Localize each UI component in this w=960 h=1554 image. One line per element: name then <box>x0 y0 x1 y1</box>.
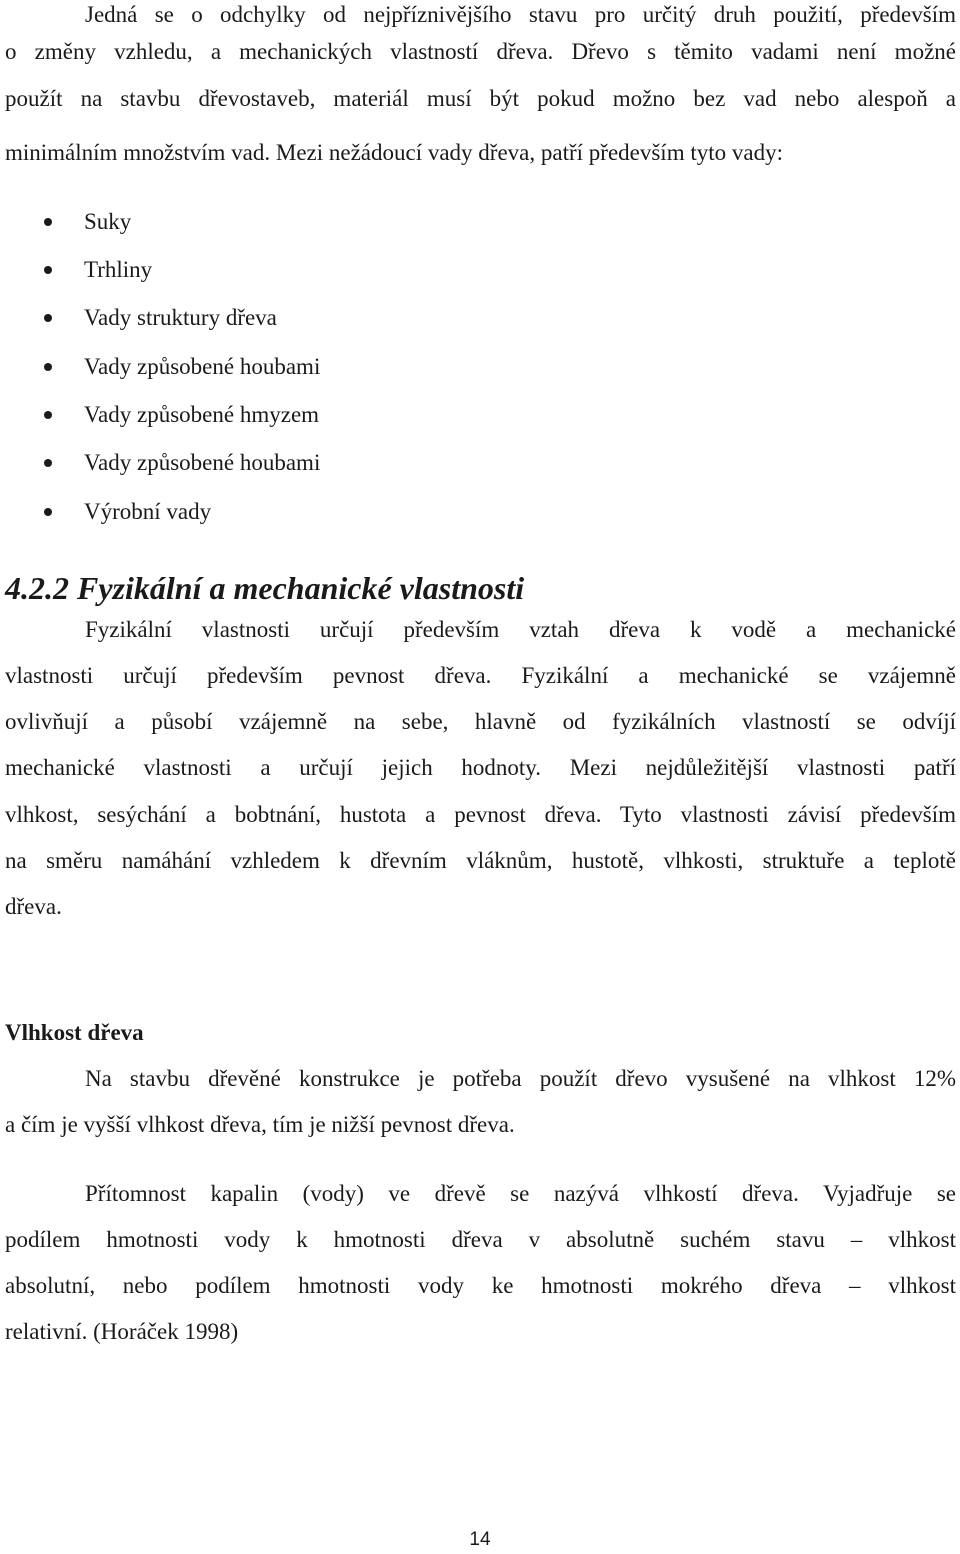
bullet-icon <box>44 459 52 467</box>
list-item-label: Vady způsobené hmyzem <box>84 402 320 427</box>
list-item-label: Vady způsobené houbami <box>84 450 321 475</box>
list-item-label: Trhliny <box>84 257 153 282</box>
section-line-6: na směru namáhání vzhledem k dřevním vláknům, hustotě, vlhkosti, struktuře a teplotě <box>5 848 956 873</box>
bullet-icon <box>44 266 52 274</box>
list-item-label: Vady struktury dřeva <box>84 305 277 330</box>
bullet-icon <box>44 363 52 371</box>
page-number: 14 <box>469 1529 491 1550</box>
section-line-3: ovlivňují a působí vzájemně na sebe, hlavně od fyzikálních vlastností se odvíjí <box>5 709 956 734</box>
section-line-5: vlhkost, sesýchání a bobtnání, hustota a pevnost dřeva. Tyto vlastnosti závisí především <box>5 802 956 827</box>
bullet-icon <box>44 314 52 322</box>
bullet-icon <box>44 411 52 419</box>
section-line-7: dřeva. <box>5 894 62 919</box>
intro-line-3: použít na stavbu dřevostaveb, materiál musí být pokud možno bez vad nebo alespoň a <box>5 86 956 111</box>
intro-line-4: minimálním množstvím vad. Mezi nežádoucí vady dřeva, patří především tyto vady: <box>5 140 783 165</box>
moisture-p2-line-4: relativní. (Horáček 1998) <box>5 1319 239 1344</box>
bullet-icon <box>44 508 52 516</box>
moisture-p2-line-3: absolutní, nebo podílem hmotnosti vody ke hmotnosti mokrého dřeva – vlhkost <box>5 1273 956 1298</box>
bullet-icon <box>44 218 52 226</box>
moisture-heading: Vlhkost dřeva <box>5 1020 144 1045</box>
section-heading: 4.2.2 Fyzikální a mechanické vlastnosti <box>5 570 525 606</box>
intro-line-1: Jedná se o odchylky od nejpříznivějšího stavu pro určitý druh použití, především <box>85 2 956 27</box>
moisture-p1-line-1: Na stavbu dřevěné konstrukce je potřeba použít dřevo vysušené na vlhkost 12% <box>85 1066 956 1091</box>
section-line-1: Fyzikální vlastnosti určují především vztah dřeva k vodě a mechanické <box>85 617 956 642</box>
list-item-label: Suky <box>84 209 132 234</box>
moisture-p2-line-2: podílem hmotnosti vody k hmotnosti dřeva v absolutně suchém stavu – vlhkost <box>5 1227 956 1252</box>
moisture-p1-line-2: a čím je vyšší vlhkost dřeva, tím je nižší pevnost dřeva. <box>5 1112 515 1137</box>
intro-line-2: o změny vzhledu, a mechanických vlastností dřeva. Dřevo s těmito vadami není možné <box>5 39 956 64</box>
section-line-4: mechanické vlastnosti a určují jejich hodnoty. Mezi nejdůležitější vlastnosti patří <box>5 755 956 780</box>
moisture-p2-line-1: Přítomnost kapalin (vody) ve dřevě se nazývá vlhkostí dřeva. Vyjadřuje se <box>85 1181 956 1206</box>
section-line-2: vlastnosti určují především pevnost dřeva. Fyzikální a mechanické se vzájemně <box>5 663 956 688</box>
list-item-label: Vady způsobené houbami <box>84 354 321 379</box>
list-item-label: Výrobní vady <box>84 499 212 524</box>
